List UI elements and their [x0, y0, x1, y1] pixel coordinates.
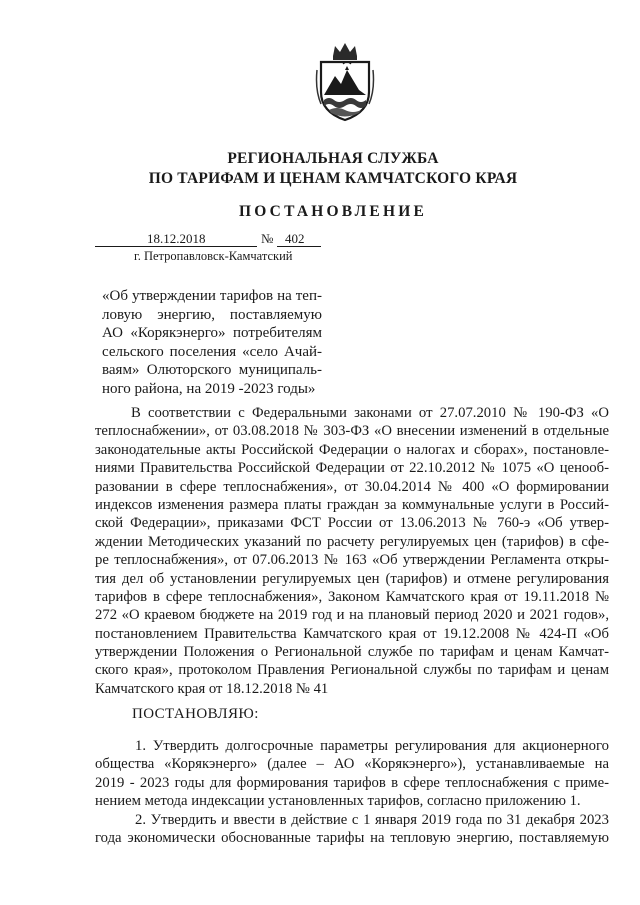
date-field — [95, 231, 257, 247]
text-line: утверждении Положения о Региональной службе по тарифам и ценам Камчат- — [95, 644, 609, 661]
document-number: 402 — [285, 231, 305, 246]
text-line: ре теплоснабжения», от 07.06.2013 № 163 «Об утверждении Регламента откры- — [95, 552, 609, 569]
text-line: года экономически обоснованные тарифы на тепловую энергию, поставляемую — [95, 830, 609, 847]
text-line: тарифов в сфере теплоснабжения», Законом Камчатского края от 19.11.2018 № — [95, 588, 609, 605]
text-line: разовании в сфере теплоснабжения», от 30.04.2014 № 400 «О формировании — [95, 478, 609, 495]
document-title — [102, 287, 322, 398]
item-2-paragraph — [95, 811, 609, 848]
text-line: 1. Утвердить долгосрочные параметры регулирования для акционерного — [135, 738, 609, 754]
title-line: ного района, на 2019 -2023 годы» — [102, 380, 316, 397]
document-city: г. Петропавловск-Камчатский — [134, 249, 293, 263]
decree-heading: ПОСТАНОВЛЯЮ: — [132, 706, 259, 722]
text-line: В соответствии с Федеральными законами от 27.07.2010 № 190-ФЗ «О — [131, 405, 609, 421]
text-line: 272 «О краевом бюджете на 2019 год и на плановый период 2020 и 2021 годов», — [95, 607, 609, 624]
title-line: «Об утверждении тарифов на теп- — [102, 288, 322, 304]
org-name-line1: РЕГИОНАЛЬНАЯ СЛУЖБА — [227, 150, 439, 167]
title-line: ловую энергию, поставляемую — [102, 306, 322, 323]
text-line: 2. Утвердить и ввести в действие с 1 января 2019 года по 31 декабря 2023 — [135, 812, 609, 828]
text-line: ниями Правительства Российской Федерации от 22.10.2012 № 1075 «О ценооб- — [95, 460, 609, 477]
document-type-heading: ПОСТАНОВЛЕНИЕ — [238, 203, 428, 220]
text-line: законодательные акты Российской Федерации о налогах и сборах», постановле- — [95, 441, 609, 458]
number-sign: № — [261, 231, 274, 246]
title-line: АО «Корякэнерго» потребителям — [102, 325, 322, 341]
item-1-paragraph — [95, 737, 609, 811]
text-line: ского края», протоколом Правления Региональной службы по тарифам и ценам — [95, 662, 609, 679]
text-line: ской Федерации», приказами ФСТ России от 13.06.2013 № 760-э «Об утвер- — [95, 515, 609, 532]
text-line: теплоснабжении», от 03.08.2018 № 303-ФЗ «О внесении изменений в отдельные — [95, 423, 609, 440]
text-line: ждении Методических указаний по расчету регулируемых цен (тарифов) в сфе- — [95, 533, 609, 550]
title-line: сельского поселения «село Ачай- — [102, 343, 322, 360]
org-name-line2: ПО ТАРИФАМ И ЦЕНАМ КАМЧАТСКОГО КРАЯ — [148, 170, 518, 187]
text-line: тия дел об установлении регулируемых цен (тарифов) и отмене регулирования — [95, 570, 609, 587]
number-field — [277, 231, 321, 247]
text-line: общества «Корякэнерго» (далее – АО «Корякэнерго»), устанавливаемые на — [95, 756, 609, 773]
text-line: Камчатского края от 18.12.2018 № 41 — [95, 680, 329, 697]
document-date: 18.12.2018 — [147, 231, 206, 246]
text-line: индексов изменения размера платы граждан за коммунальные услуги в Россий- — [95, 496, 609, 513]
text-line: нением метода индексации установленных тарифов, согласно приложению 1. — [95, 793, 581, 810]
text-line: постановлением Правительства Камчатского края от 19.12.2008 № 424-П «Об — [95, 625, 609, 642]
preamble-paragraph — [95, 404, 609, 698]
text-line: 2019 - 2023 годы для формирования тарифов в сфере теплоснабжения с приме- — [95, 774, 609, 791]
title-line: ваям» Олюторского муниципаль- — [102, 362, 322, 378]
kamchatka-coat-of-arms-icon — [315, 40, 375, 124]
